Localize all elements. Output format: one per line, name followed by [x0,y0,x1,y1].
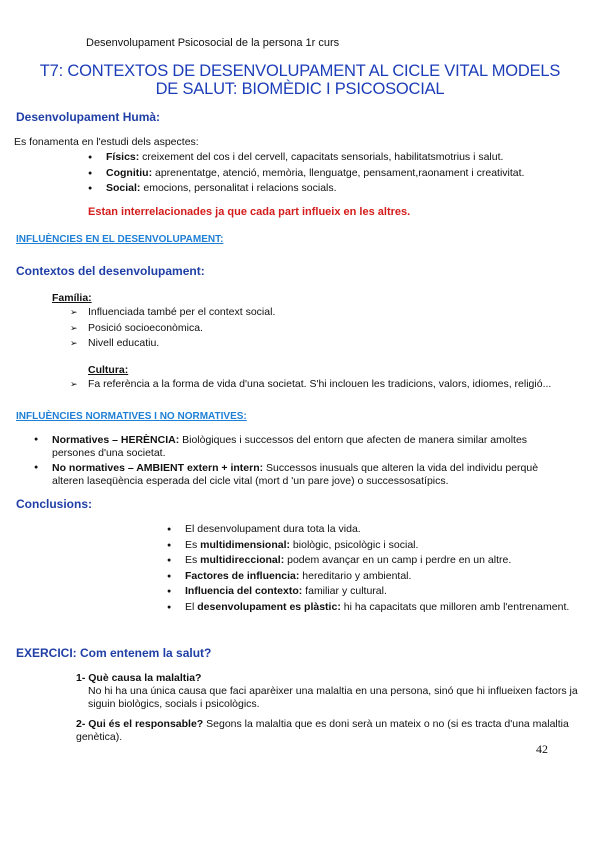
list-item: ● Social: emocions, personalitat i relacions socials. [106,181,576,197]
exercise-q1 [76,672,592,711]
normative-list [52,434,552,487]
heading-human-development: Desenvolupament Humà: [16,110,161,124]
answer-1: No hi ha una única causa que faci aparèixer una malaltia en una persona, sinó que hi influeixen factors ja siguin biològics, socials i psicològics. [88,685,578,710]
question-2: 2- Qui és el responsable? [76,718,204,730]
list-item: ● Influencia del contexto: familiar y cultural. [185,584,571,600]
list-item: ➢ Fa referència a la forma de vida d'una societat. S'hi inclouen les tradicions, valors, idiomes, religió... [70,377,590,393]
title-line-1: T7: CONTEXTOS DE DESENVOLUPAMENT AL CICLE VITAL MODELS [39,62,561,80]
family-label: Família: [52,292,92,304]
heading-normative: INFLUÈNCIES NORMATIVES I NO NORMATIVES: [16,411,247,422]
family-list [70,305,570,352]
list-item: ● Es multidimensional: biològic, psicològic i social. [185,538,571,554]
aspects-list [106,150,576,197]
interrelation-note: Estan interrelacionades ja que cada part influeix en les altres. [88,206,411,218]
list-item: ● Factores de influencia: hereditario y ambiental. [185,569,571,585]
list-item: ➢ Nivell educatiu. [70,336,570,352]
heading-conclusions: Conclusions: [16,497,93,511]
conclusions-list [185,522,571,615]
list-item: ● Normatives – HERÈNCIA: Biològiques i successos del entorn que afecten de manera similar amoltes persones d'una societat. [52,434,552,459]
list-item: ➢ Influenciada també per el context social. [70,305,570,321]
list-item: ● Físics: creixement del cos i del cervell, capacitats sensorials, habilitatsmotrius i salut. [106,150,576,166]
arrow-bullet-icon: ➢ [70,322,78,333]
list-item: ● El desenvolupament dura tota la vida. [185,522,571,538]
heading-contexts: Contextos del desenvolupament: [16,264,205,278]
arrow-bullet-icon: ➢ [70,379,78,389]
page-number: 42 [536,742,548,756]
list-item: ● El desenvolupament es plàstic: hi ha capacitats que milloren amb l'entrenament. [185,600,571,616]
page-title [0,62,600,98]
list-item: ● Es multidireccional: podem avançar en un camp i perdre en un altre. [185,553,571,569]
culture-label: Cultura: [88,364,129,376]
human-intro: Es fonamenta en l'estudi dels aspectes: [14,136,199,148]
running-header: Desenvolupament Psicosocial de la persona 1r curs [86,37,340,49]
heading-influences: INFLUÈNCIES EN EL DESENVOLUPAMENT: [16,234,224,245]
question-1: 1- Què causa la malaltia? [76,672,202,684]
title-line-2: DE SALUT: BIOMÈDIC I PSICOSOCIAL [155,80,445,98]
culture-list [70,377,590,393]
list-item: ● Cognitiu: aprenentatge, atenció, memòria, llenguatge, pensament,raonament i creativitat. [106,166,576,182]
list-item: ➢ Posició socioeconòmica. [70,321,570,337]
arrow-bullet-icon: ➢ [70,307,78,317]
heading-exercise: EXERCICI: Com entenem la salut? [16,646,212,660]
answer-2: Segons la malaltia que es doni serà un mateix o no (si es tracta d'una malaltia genètica). [76,718,569,743]
arrow-bullet-icon: ➢ [70,338,78,348]
exercise-q2 [76,718,592,744]
list-item: ● No normatives – AMBIENT extern + intern: Successos inusuals que alteren la vida del individu perquè alteren laseqüència esperada del cicle vital (mort d 'un pare jove) o successosatípics. [52,462,552,487]
